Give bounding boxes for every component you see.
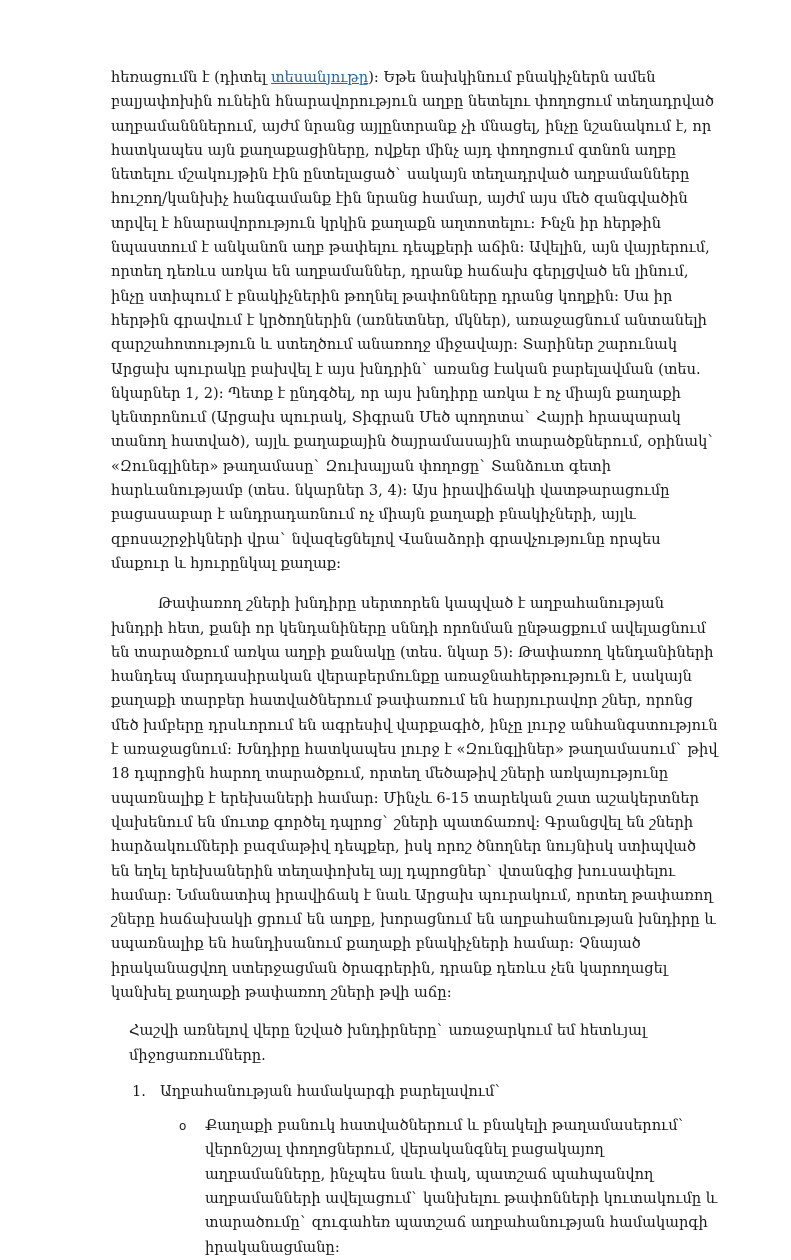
list-item-text: Աղբահանության համակարգի բարելավում` [160, 1082, 502, 1100]
paragraph-waste-removal [111, 66, 719, 576]
paragraph-text-end: ): Եթե նախկինում բնակիչներն ամեն բալյափոխին ունեին հնարավորություն աղբը նետելու փողոցում տեղադրված աղբամանններում, այժմ նրանց այլընտրանք չի մնացել, ինչը նշանակում է, որ հատկապես այն քաղաքացիները, ովքեր մինչ այդ փողոցում գտնոն աղբը նետելու մշակույթին էին ընտելացած` սակայն տեղադրված աղբամանները հուշող/կանխիչ հանգամանք էին նրանց համար, այժմ այս մեծ զանգվածին տրվել է հնարավորություն կրկին քաղաքն աղտոտելու: Ինչն իր հերթին նպաստում է անկանոն աղբ թափելու դեպքերի աճին: Ավելին, այն վայրերում, որտեղ դեռևս առկա են աղբամաններ, դրանք հաճախ գերլցված են լինում, ինչը ստիպում է բնակիչներին թողնել թափոնները դրանց կողքին: Սա իր հերթին գրավում է կրծողներին (առնետներ, մկներ), առաջացնում անտանելի զարշահոտություն և ստեղծում անառողջ միջավայր: Տարիներ շարունակ Արցախ պուրակը բախվել է այս խնդրին` առանց էական բարելավման (տես. նկարներ 1, 2): Պետք է ընդգծել, որ այս խնդիրը առկա է ոչ միայն քաղաքի կենտրոնում (Արցախ պուրակ, Տիգրան Մեծ պողոտա` Հայրի հրապարակ տանող հատված), այլև քաղաքային ծայրամասային տարածքներում, օրինակ` «Զունգլիներ» թաղամասը` Զուխալյան փողոցը` Տանձուտ գետի հարևանությամբ (տես. նկարներ 3, 4): Այս իրավիճակի վատթարացումը բացասաբար է անդրադառնում ոչ միայն քաղաքի բնակիչների, այլև զբոսաշրջիկների վրա` նվազեցնելով Վանաձորի գրավչությունը որպես մաքուր և հյուրընկալ քաղաք: [111, 69, 715, 572]
sub-bullet-text: Քաղաքի բանուկ հատվածներում և բնակելի թաղամասերում` վերոնշյալ փողոցներում, վերականգնել բացակայող աղբամանները, ինչպես նաև փակ, պատշաճ պահպանվող աղբամանների ավելացում` կանխելու թափոնների կուտակումը և տարածումը` զուգահեռ պատշաճ աղբահանության համակարգի իրականացմանը: [205, 1117, 718, 1256]
video-link[interactable]: տեսանյութը [271, 69, 369, 86]
sub-bullet-item [179, 1114, 719, 1260]
paragraph-proposals-intro: Հաշվի առնելով վերը նշված խնդիրները` առաջարկում եմ հետևյալ միջոցառումները. [129, 1022, 647, 1064]
numbered-list-item [132, 1080, 719, 1104]
paragraph-stray-dogs: Թափառող շների խնդիրը սերտորեն կապված է աղբահանության խնդրի հետ, քանի որ կենդանիները սննդի որոնման ընթացքում ավելացնում են տարածքում առկա աղբի քանակը (տես. նկար 5): Թափառող կենդանիների հանդեպ մարդասիրական վերաբերմունքը առաջնահերթություն է, սակայն քաղաքի տարբեր հատվածներում թափառում են հարյուրավոր շներ, որոնց մեծ խմբերը դրսևորում են ագրեսիվ վարքագիծ, ինչը լուրջ անհանգստություն է առաջացնում: Խնդիրը հատկապես լուրջ է «Զունգլիներ» թաղամասում` թիվ 18 դպրոցին հարող տարածքում, որտեղ մեծաթիվ շների առկայությունը սպառնալիք է երեխաների համար: Մինչև 6-15 տարեկան շատ աշակերտներ վախենում են մուտք գործել դպրոց` շների պատճառով: Գրանցվել են շների հարձակումների բազմաթիվ դեպքեր, իսկ որոշ ծնողներ նույնիսկ ստիպված են եղել երեխաներին տեղափոխել այլ դպրոցներ` վտանգից խուսափելու համար: Նմանատիպ իրավիճակ է նաև Արցախ պուրակում, որտեղ թափառող շները հաճախակի ցրում են աղբը, խորացնում են աղբահանության խնդիրը և սպառնալիք են հանդիսանում քաղաքի բնակիչների համար: Չնայած իրականացվող ստերջացման ծրագրերին, դրանք դեռևս չեն կարողացել կանխել քաղաքի թափառող շների թվի աճը: [111, 595, 718, 1001]
paragraph-text-start: հեռացումն է (դիտել [111, 69, 272, 86]
hollow-circle-bullet-icon: o [179, 1119, 187, 1134]
list-number: 1. [132, 1082, 146, 1100]
